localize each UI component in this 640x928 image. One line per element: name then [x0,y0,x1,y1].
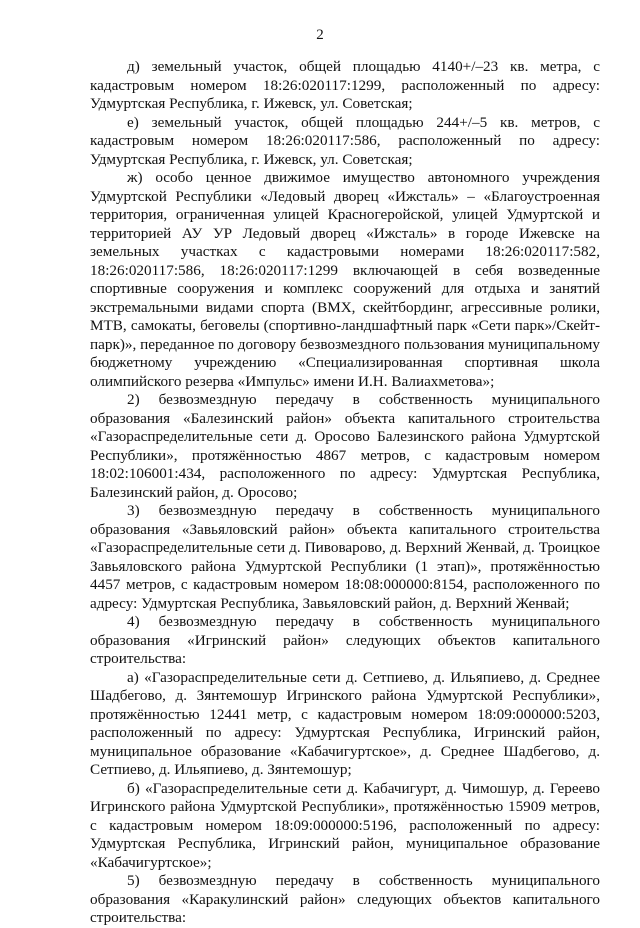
document-body [90,58,600,928]
item-2-balezinsky-transfer: 2) безвозмездную передачу в собственность муниципального образования «Балезинский район» объекта капитального строительства «Газораспределительные сети д. Оросово Балезинского района Удмуртской Республики», протяжённостью 4867 метров, с кадастровым номером 18:02:106001:434, расположенного по адресу: Удмуртская Республика, Балезинский район, д. Оросово; [90,391,600,501]
item-zh-movable-property: ж) особо ценное движимое имущество автономного учреждения Удмуртской Республики «Ледовый дворец «Ижсталь» – «Благоустроенная территория, ограниченная улицей Красногеройской, улицей Удмуртской и территорией АУ УР Ледовый дворец «Ижсталь» в городе Ижевске на земельных участках с кадастровыми номерами 18:26:020117:582, 18:26:020117:586, 18:26:020117:1299 включающей в себя возведенные спортивные сооружения и комплекс сооружений для отдыха и занятий экстремальными видами спорта (BMX, скейтбординг, агрессивные ролики, MTB, самокаты, беговелы (спортивно-ландшафтный парк «Сети парк»/Скейт-парк)», переданное по договору безвозмездного пользования муниципальному бюджетному учреждению «Специализированная спортивная школа олимпийского резерва «Импульс» имени И.Н. Валиахметова»; [90,169,600,390]
item-e-land-plot: е) земельный участок, общей площадью 244+/–5 кв. метров, с кадастровым номером 18:26:020117:586, расположенный по адресу: Удмуртская Республика, г. Ижевск, ул. Советская; [90,113,600,168]
item-d-land-plot: д) земельный участок, общей площадью 4140+/–23 кв. метра, с кадастровым номером 18:26:020117:1299, расположенный по адресу: Удмуртская Республика, г. Ижевск, ул. Советская; [90,58,600,112]
item-4-igrinsky-transfer: 4) безвозмездную передачу в собственность муниципального образования «Игринский район» следующих объектов капитального строительства: [90,613,600,667]
item-4a-gas-network: а) «Газораспределительные сети д. Сетпиево, д. Ильяпиево, д. Среднее Шадбегово, д. Зянтемошур Игринского района Удмуртской Республики», протяжённостью 12441 метр, с кадастровым номером 18:09:000000:5203, расположенный по адресу: Удмуртская Республика, Игринский район, муниципальное образование «Кабачигуртское», д. Среднее Шадбегово, д. Сетпиево, д. Ильяпиево, д. Зянтемошур; [90,668,600,778]
item-5-karakulinsky-transfer: 5) безвозмездную передачу в собственность муниципального образования «Каракулинский район» следующих объектов капитального строительства: [90,872,600,926]
item-3-zavyalovsky-transfer: 3) безвозмездную передачу в собственность муниципального образования «Завьяловский район» объекта капитального строительства «Газораспределительные сети д. Пивоварово, д. Верхний Женвай, д. Троицкое Завьяловского района Удмуртской Республики (1 этап)», протяжённостью 4457 метров, с кадастровым номером 18:08:000000:8154, расположенного по адресу: Удмуртская Республика, Завьяловский район, д. Верхний Женвай; [90,502,600,612]
page-number: 2 [316,27,324,43]
item-4b-gas-network: б) «Газораспределительные сети д. Кабачигурт, д. Чимошур, д. Гереево Игринского района Удмуртской Республики», протяжённостью 15909 метров, с кадастровым номером 18:09:000000:5196, расположенный по адресу: Удмуртская Республика, Игринский район, муниципальное образование «Кабачигуртское»; [90,779,600,871]
